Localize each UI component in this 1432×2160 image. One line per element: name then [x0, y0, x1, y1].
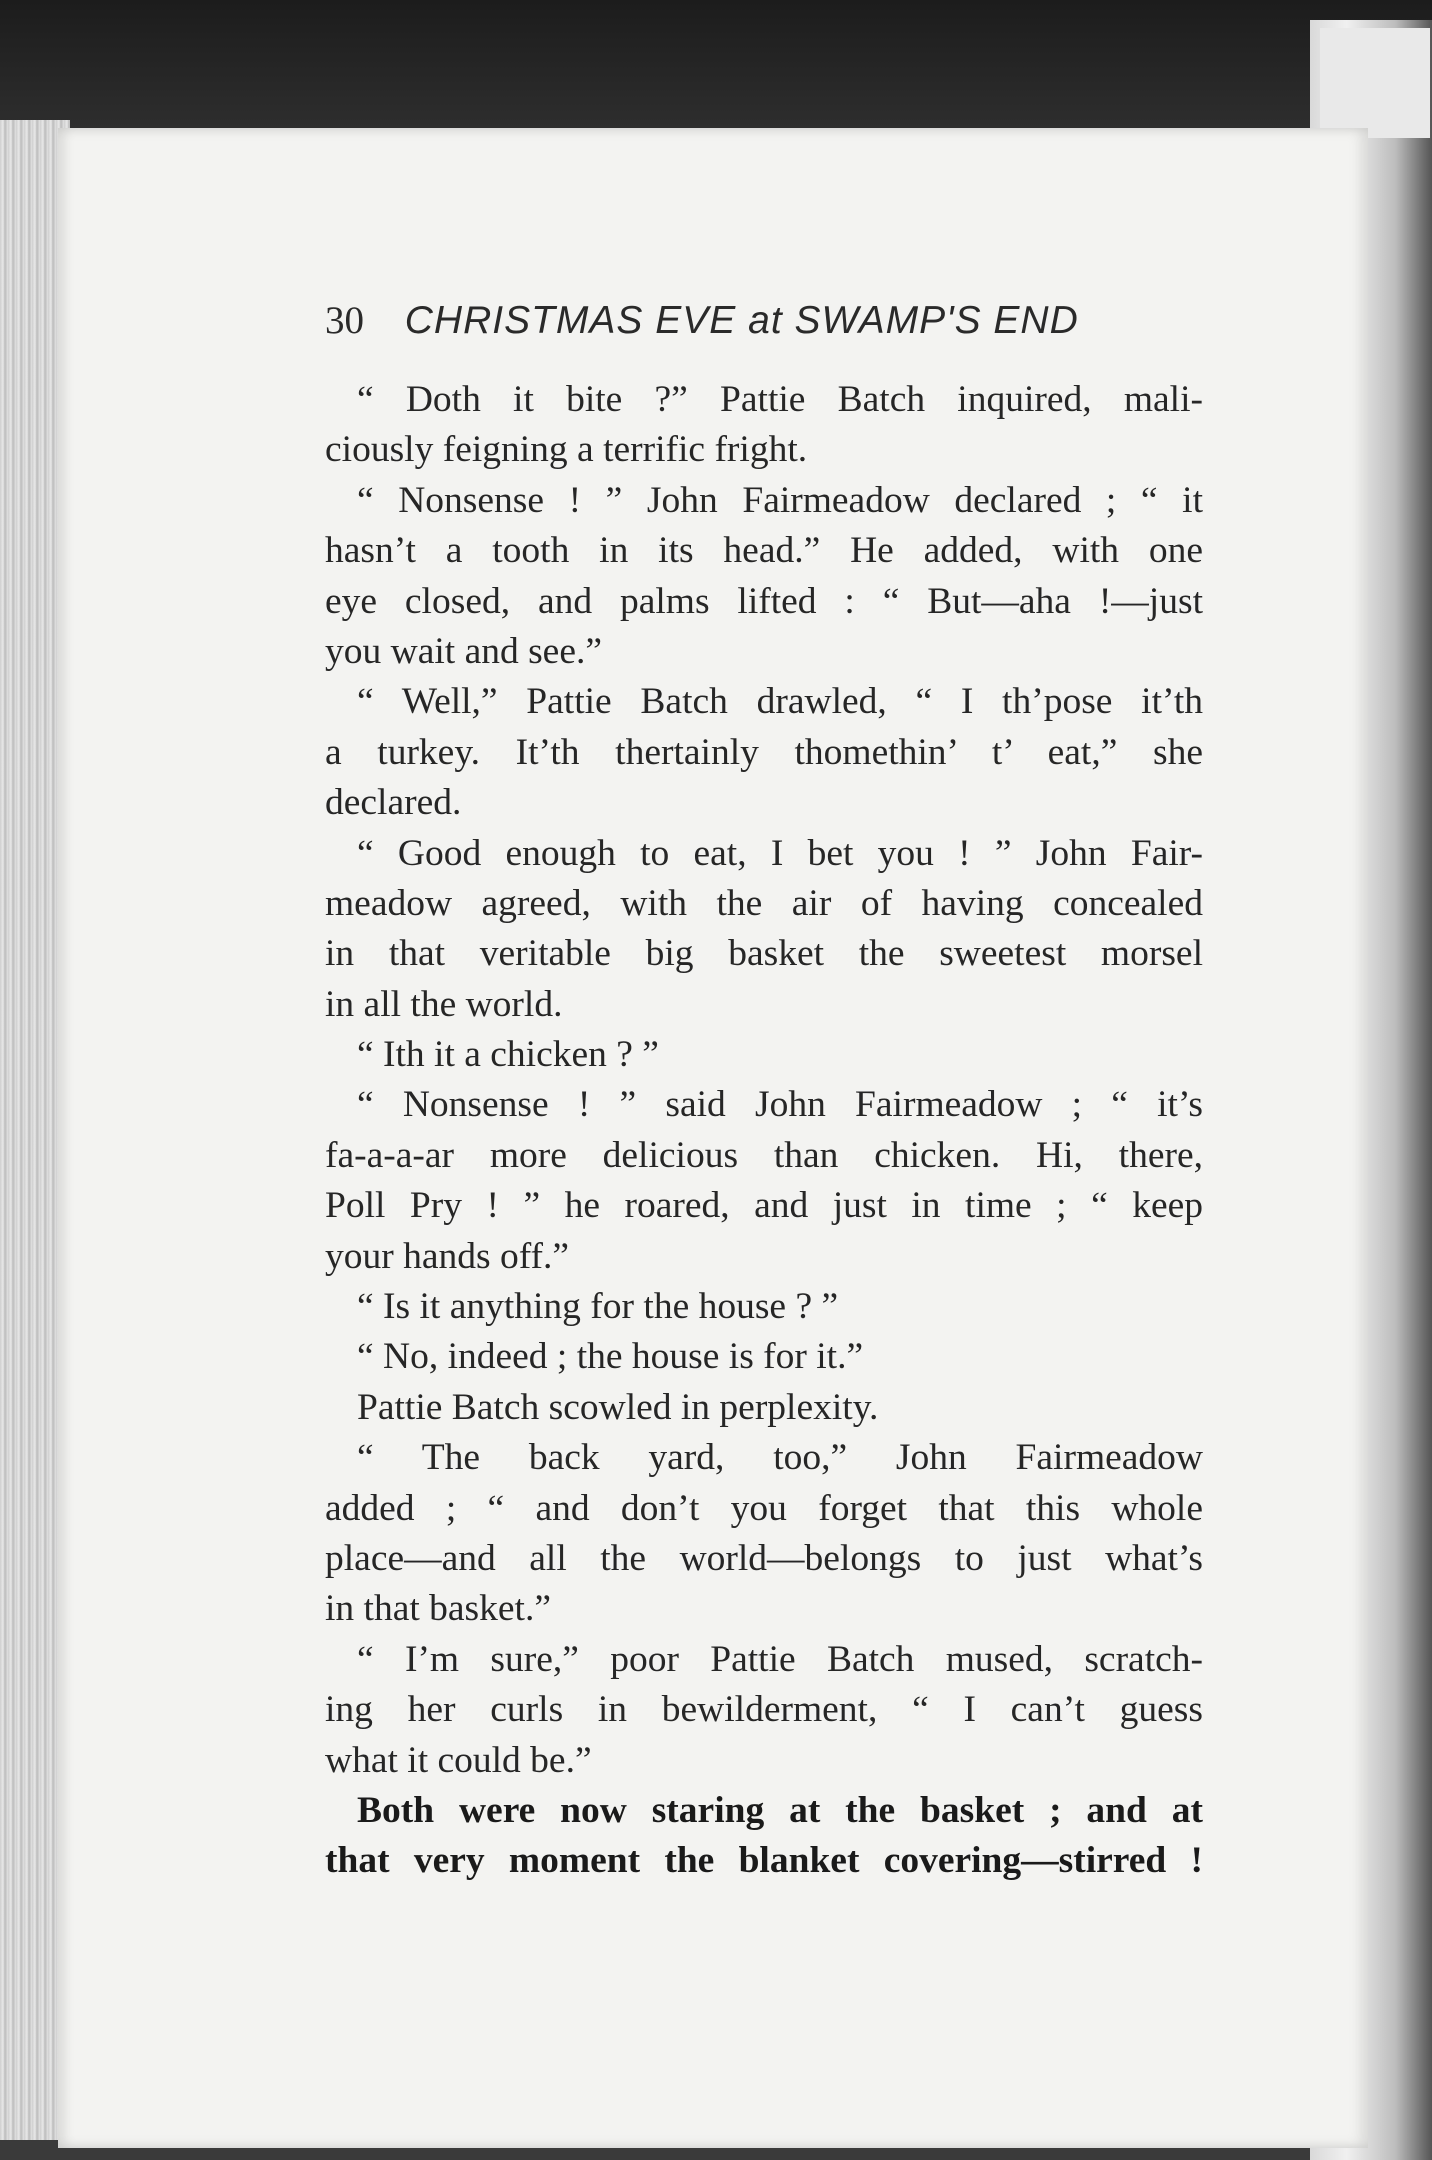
text-line: Pattie Batch scowled in perplexity.	[357, 1386, 879, 1428]
text-line: “ Ith it a chicken ? ”	[357, 1034, 659, 1076]
text-line: a turkey. It’th thertainly thomethin’ t’ eat,” she	[325, 731, 1203, 773]
text-line: hasn’t a tooth in its head.” He added, with one	[325, 530, 1203, 572]
page-number: 30	[325, 299, 364, 342]
text-line: “ Nonsense ! ” John Fairmeadow declared ; “ it	[357, 479, 1203, 521]
text-line: “ No, indeed ; the house is for it.”	[357, 1336, 864, 1378]
text-line: you wait and see.”	[325, 630, 602, 672]
text-line: in all the world.	[325, 983, 563, 1025]
text-line: “ Nonsense ! ” said John Fairmeadow ; “ it’s	[357, 1084, 1203, 1126]
text-line: “ Well,” Pattie Batch drawled, “ I th’pose it’th	[357, 681, 1203, 723]
text-line: in that veritable big basket the sweetest morsel	[325, 933, 1203, 975]
text-line: place—and all the world—belongs to just what’s	[325, 1537, 1203, 1579]
running-title: CHRISTMAS EVE at SWAMP'S END	[404, 299, 1079, 342]
text-line: “ The back yard, too,” John Fairmeadow	[357, 1437, 1203, 1479]
text-line: “ Is it anything for the house ? ”	[357, 1286, 839, 1328]
text-line: that very moment the blanket covering—stirred !	[325, 1840, 1203, 1882]
text-line: in that basket.”	[325, 1588, 551, 1630]
text-line: ing her curls in bewilderment, “ I can’t guess	[325, 1689, 1203, 1731]
text-line: “ I’m sure,” poor Pattie Batch mused, scratch-	[357, 1638, 1203, 1680]
text-line: declared.	[325, 782, 462, 824]
text-line: “ Good enough to eat, I bet you ! ” John Fair-	[357, 832, 1203, 874]
body-text	[325, 375, 1203, 1887]
text-line: Both were now staring at the basket ; and at	[357, 1789, 1203, 1831]
text-line: fa-a-a-ar more delicious than chicken. Hi, there,	[325, 1134, 1203, 1176]
text-line: what it could be.”	[325, 1739, 592, 1781]
facing-page-corner	[1320, 28, 1430, 138]
text-line: ciously feigning a terrific fright.	[325, 429, 808, 471]
text-line: eye closed, and palms lifted : “ But—aha !—just	[325, 580, 1203, 622]
text-line: your hands off.”	[325, 1235, 570, 1277]
text-line: meadow agreed, with the air of having concealed	[325, 882, 1203, 924]
text-line: “ Doth it bite ?” Pattie Batch inquired, mali-	[357, 379, 1203, 420]
running-header	[325, 295, 1225, 347]
text-line: added ; “ and don’t you forget that this whole	[325, 1487, 1203, 1529]
text-line: Poll Pry ! ” he roared, and just in time ; “ keep	[325, 1185, 1203, 1227]
